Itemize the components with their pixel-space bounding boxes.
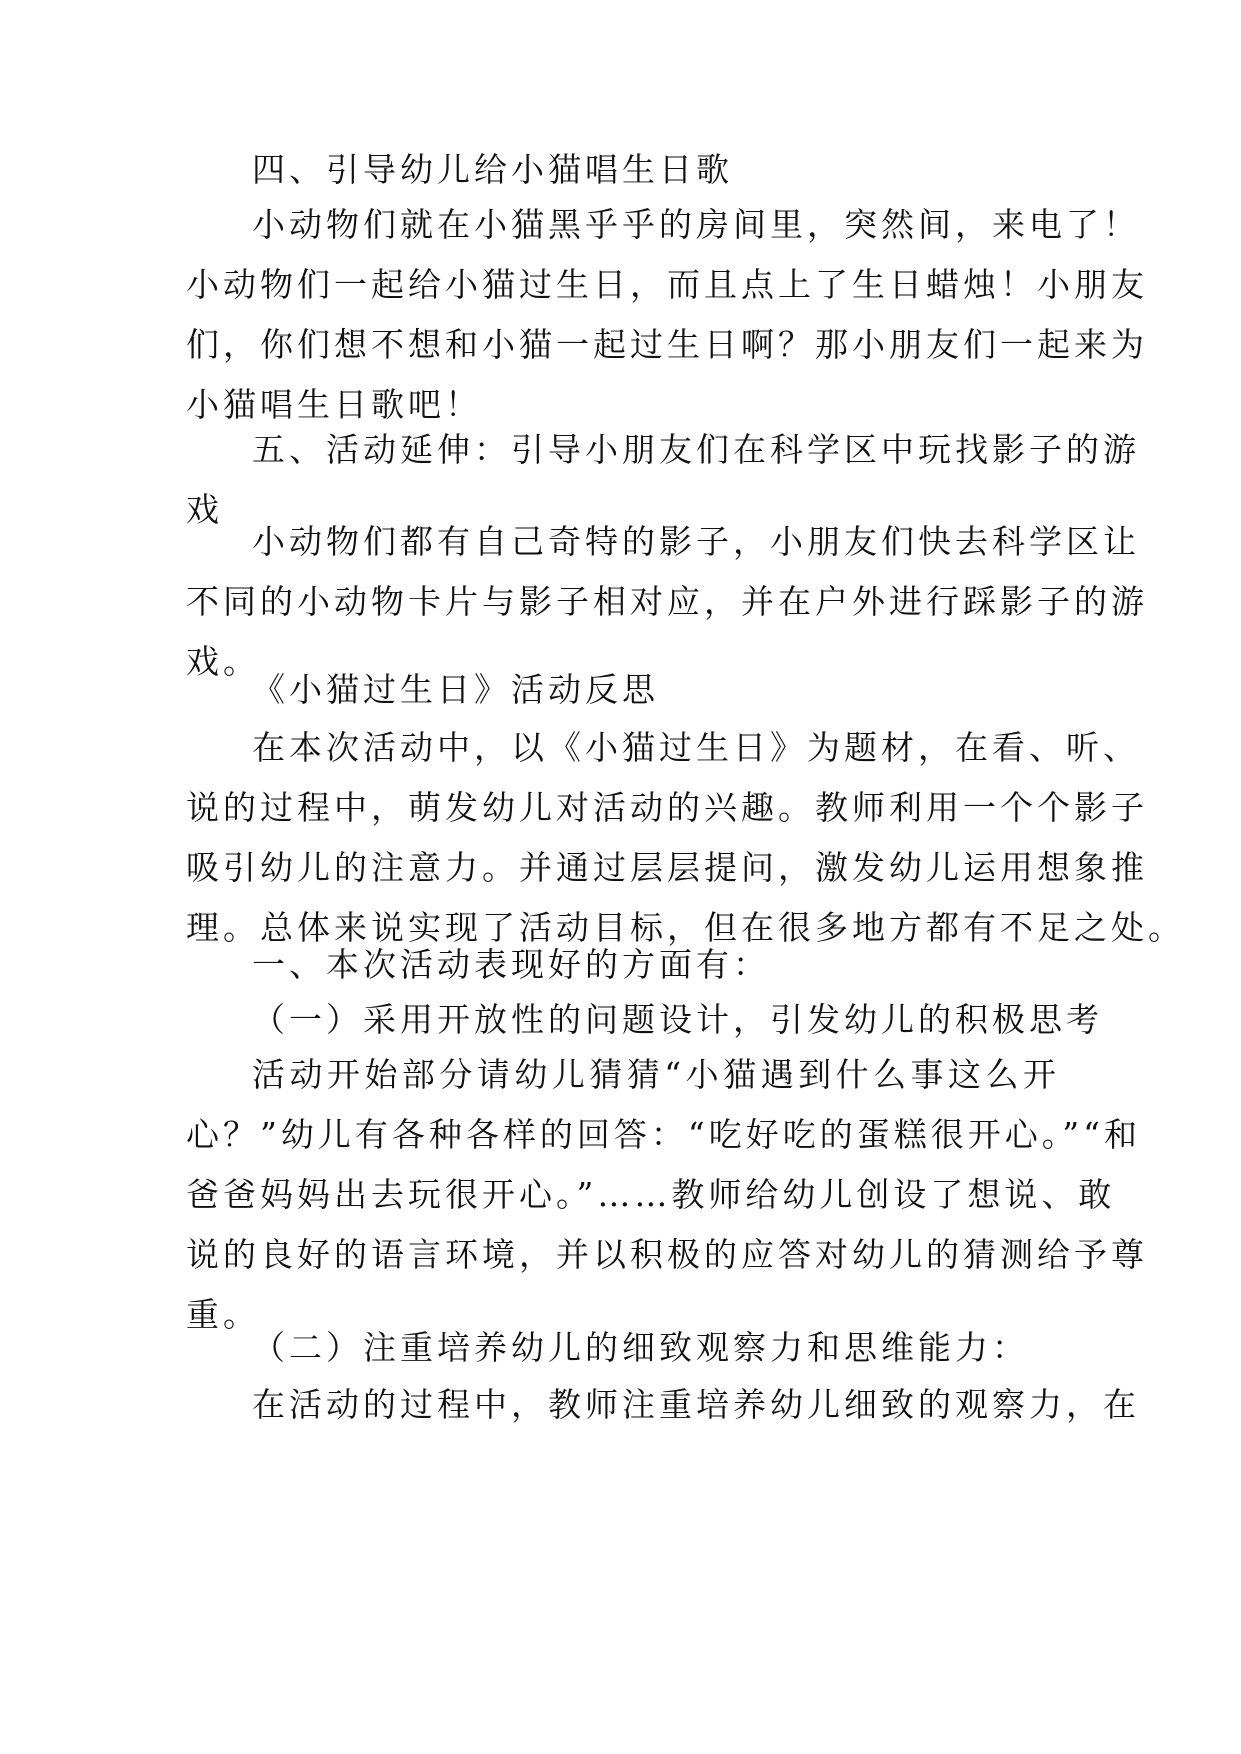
paragraph-line: 活动开始部分请幼儿猜猜“小猫遇到什么事这么开 bbox=[252, 1055, 1060, 1094]
paragraph-line: 理。总体来说实现了活动目标，但在很多地方都有不足之处。 bbox=[186, 908, 1185, 947]
heading-line: （一）采用开放性的问题设计，引发幼儿的积极思考 bbox=[252, 1000, 1103, 1039]
subsection-1-heading bbox=[186, 990, 1103, 1050]
paragraph-line: 心？”幼儿有各种各样的回答：“吃好吃的蛋糕很开心。”“和 bbox=[186, 1115, 1141, 1154]
paragraph-line: 在活动的过程中，教师注重培养幼儿细致的观察力，在 bbox=[252, 1385, 1140, 1424]
paragraph-line: 小动物们一起给小猫过生日，而且点上了生日蜡烛！小朋友 bbox=[186, 265, 1148, 304]
paragraph-line: 戏。 bbox=[186, 642, 260, 681]
heading-line: 一、本次活动表现好的方面有： bbox=[252, 945, 770, 984]
reflection-title bbox=[186, 660, 1060, 720]
paragraph-open-questions bbox=[186, 1045, 1148, 1345]
subsection-2-heading bbox=[186, 1318, 1060, 1378]
paragraph-reflection-intro bbox=[186, 718, 1185, 958]
paragraph-line: 重。 bbox=[186, 1295, 260, 1334]
paragraph-line: 爸爸妈妈出去玩很开心。”……教师给幼儿创设了想说、敢 bbox=[186, 1175, 1116, 1214]
paragraph-line: 说的良好的语言环境，并以积极的应答对幼儿的猜测给予尊 bbox=[186, 1235, 1148, 1274]
title-line: 《小猫过生日》活动反思 bbox=[252, 670, 659, 709]
paragraph-line: 吸引幼儿的注意力。并通过层层提问，激发幼儿运用想象推 bbox=[186, 848, 1148, 887]
heading-line: 五、活动延伸：引导小朋友们在科学区中玩找影子的游 bbox=[252, 430, 1140, 469]
paragraph-line: 说的过程中，萌发幼儿对活动的兴趣。教师利用一个个影子 bbox=[186, 788, 1148, 827]
paragraph-line: 小猫唱生日歌吧！ bbox=[186, 385, 482, 424]
paragraph-line: 小动物们都有自己奇特的影子，小朋友们快去科学区让 bbox=[252, 522, 1140, 561]
heading-line: （二）注重培养幼儿的细致观察力和思维能力： bbox=[252, 1328, 1029, 1367]
paragraph-line: 不同的小动物卡片与影子相对应，并在户外进行踩影子的游 bbox=[186, 582, 1148, 621]
section-4-heading bbox=[186, 140, 1060, 200]
paragraph-birthday-party bbox=[186, 195, 1148, 435]
paragraph-line: 们，你们想不想和小猫一起过生日啊？那小朋友们一起来为 bbox=[186, 325, 1148, 364]
heading-line: 四、引导幼儿给小猫唱生日歌 bbox=[252, 150, 733, 189]
paragraph-line: 小动物们就在小猫黑乎乎的房间里，突然间，来电了！ bbox=[252, 205, 1140, 244]
heading-line: 戏 bbox=[186, 490, 223, 529]
paragraph-line: 在本次活动中，以《小猫过生日》为题材，在看、听、 bbox=[252, 728, 1140, 767]
paragraph-observation bbox=[186, 1375, 1140, 1435]
section-1-heading bbox=[186, 935, 1060, 995]
